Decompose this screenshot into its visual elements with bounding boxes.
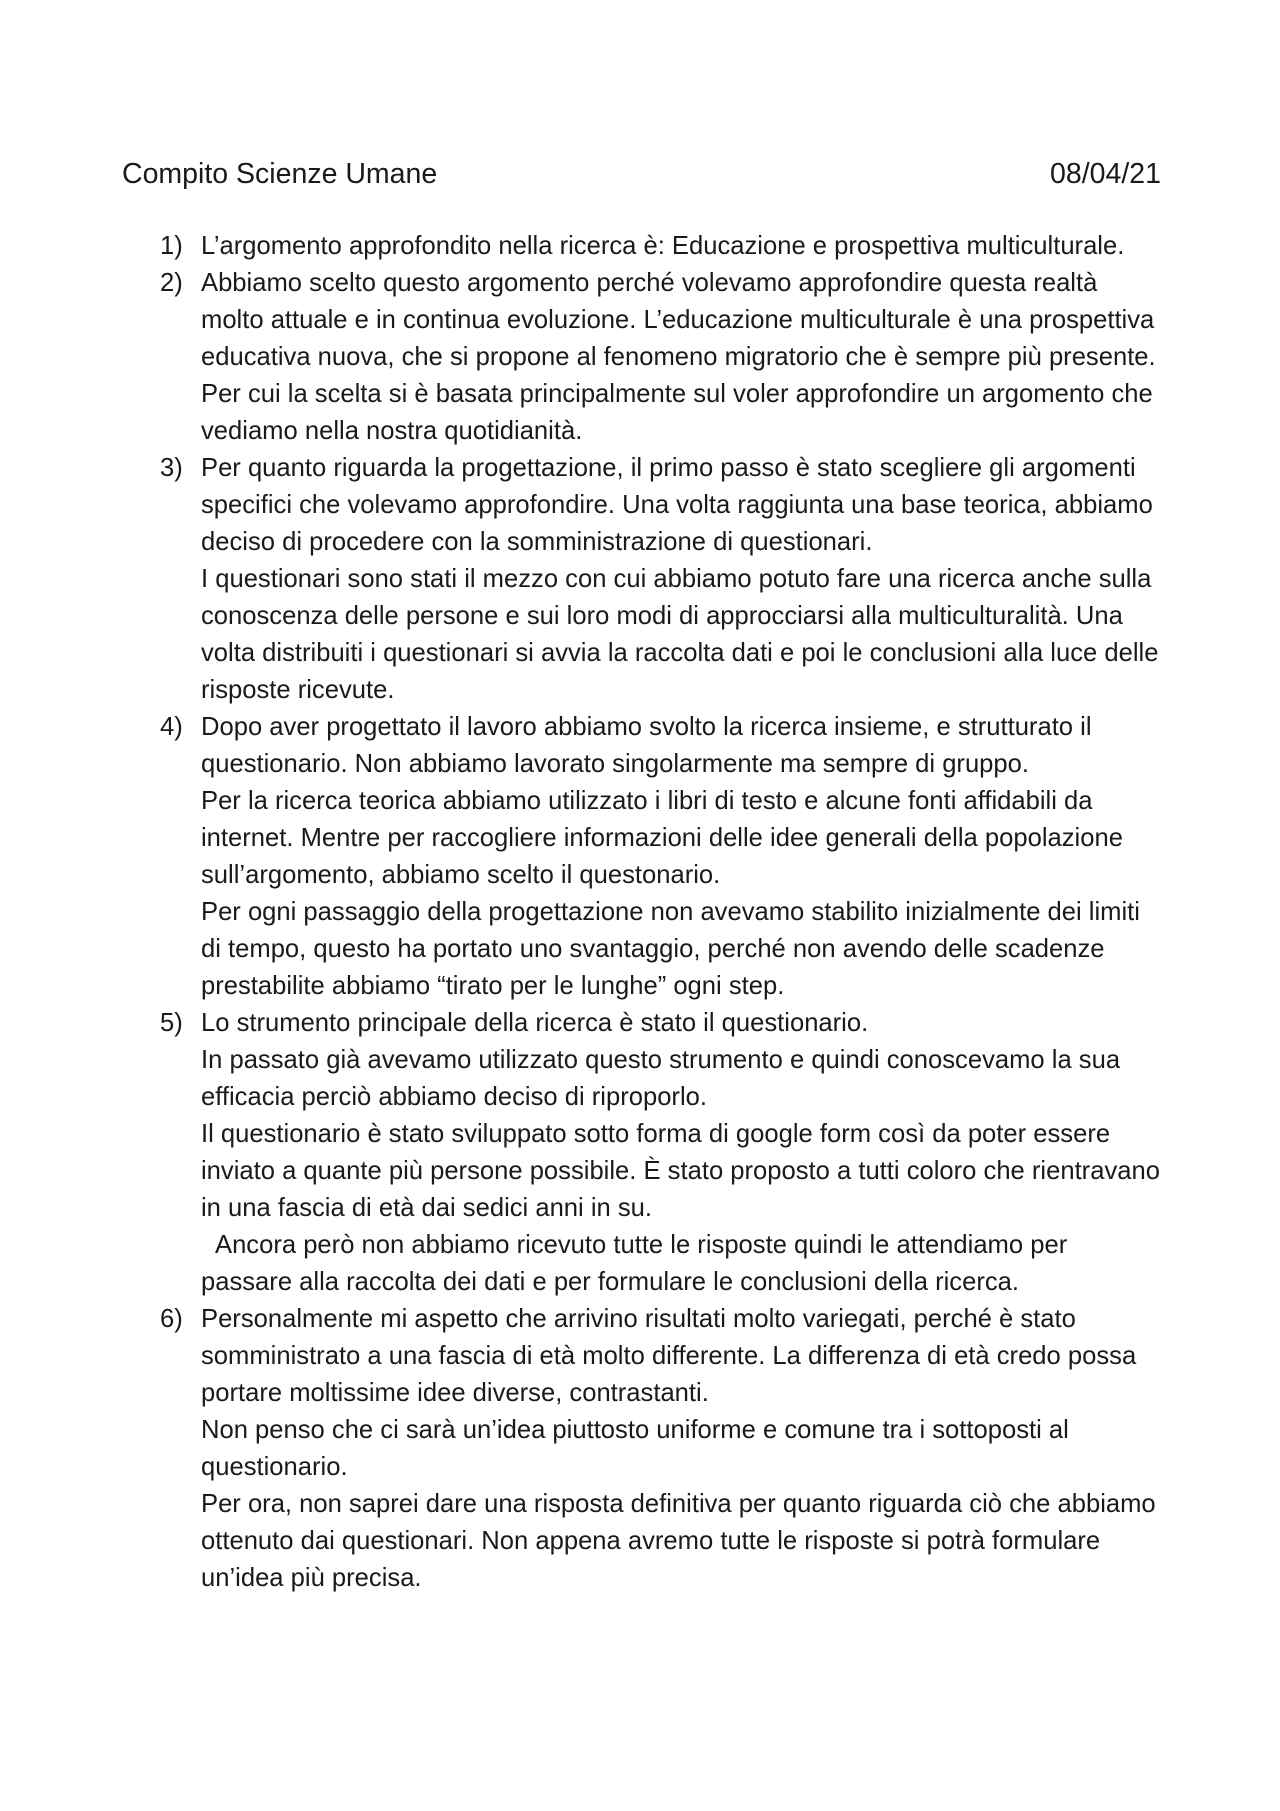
answer-paragraph: Per la ricerca teorica abbiamo utilizzato i libri di testo e alcune fonti affidabili da internet. Mentre per raccogliere informazioni delle idee generali della popolazione sull’argomento, abbiamo scelto il questonario. [201, 787, 1123, 889]
answer-item-4 [0, 709, 1161, 1005]
answer-paragraph: In passato già avevamo utilizzato questo strumento e quindi conoscevamo la sua efficacia perciò abbiamo deciso di riproporlo. [201, 1046, 1121, 1111]
answer-paragraph: I questionari sono stati il mezzo con cui abbiamo potuto fare una ricerca anche sulla conoscenza delle persone e sui loro modi di approcciarsi alla multiculturalità. Una volta distribuiti i questionari si avvia la raccolta dati e poi le conclusioni alla luce delle risposte ricevute. [201, 565, 1159, 704]
answer-list [0, 228, 1280, 1597]
answer-paragraph: Per quanto riguarda la progettazione, il primo passo è stato scegliere gli argomenti specifici che volevamo approfondire. Una volta raggiunta una base teorica, abbiamo deciso di procedere con la somministrazione di questionari. [201, 454, 1153, 556]
answer-item-5 [0, 1005, 1161, 1301]
answer-number: 3) [160, 454, 183, 482]
answer-number: 5) [160, 1009, 183, 1037]
answer-paragraph: Il questionario è stato sviluppato sotto forma di google form così da poter essere inviato a quante più persone possibile. È stato proposto a tutti coloro che rientravano in una fascia di età dai sedici anni in su. [201, 1120, 1160, 1222]
answer-paragraph: Lo strumento principale della ricerca è stato il questionario. [201, 1009, 869, 1037]
answer-paragraph: Per ora, non saprei dare una risposta definitiva per quanto riguarda ciò che abbiamo ottenuto dai questionari. Non appena avremo tutte le risposte si potrà formulare un’idea più precisa. [201, 1490, 1156, 1592]
answer-paragraph: Non penso che ci sarà un’idea piuttosto uniforme e comune tra i sottoposti al questionario. [201, 1416, 1069, 1481]
answer-item-2 [0, 265, 1161, 450]
answer-paragraph: Personalmente mi aspetto che arrivino risultati molto variegati, perché è stato somministrato a una fascia di età molto differente. La differenza di età credo possa portare moltissime idee diverse, contrastanti. [201, 1305, 1137, 1407]
answer-number: 4) [160, 713, 183, 741]
answer-number: 2) [160, 269, 183, 297]
answer-item-6 [0, 1301, 1161, 1597]
answer-number: 1) [160, 232, 183, 260]
answer-item-3 [0, 450, 1161, 709]
answer-paragraph: L’argomento approfondito nella ricerca è: Educazione e prospettiva multiculturale. [201, 232, 1125, 260]
answer-item-1 [0, 228, 1161, 265]
answer-paragraph: Per ogni passaggio della progettazione non avevamo stabilito inizialmente dei limiti di tempo, questo ha portato uno svantaggio, perché non avendo delle scadenze prestabilite abbiamo “tirato per le lunghe” ogni step. [201, 898, 1140, 1000]
answer-paragraph: Dopo aver progettato il lavoro abbiamo svolto la ricerca insieme, e strutturato il questionario. Non abbiamo lavorato singolarmente ma sempre di gruppo. [201, 713, 1092, 778]
document-title: Compito Scienze Umane [122, 158, 438, 190]
answer-paragraph: Ancora però non abbiamo ricevuto tutte le risposte quindi le attendiamo per passare alla raccolta dei dati e per formulare le conclusioni della ricerca. [201, 1231, 1068, 1296]
answer-number: 6) [160, 1305, 183, 1333]
answer-paragraph: Per cui la scelta si è basata principalmente sul voler approfondire un argomento che vediamo nella nostra quotidianità. [201, 380, 1153, 445]
document-header [122, 154, 1161, 194]
document-date: 08/04/21 [1050, 158, 1161, 190]
answer-paragraph: Abbiamo scelto questo argomento perché volevamo approfondire questa realtà molto attuale e in continua evoluzione. L’educazione multiculturale è una prospettiva educativa nuova, che si propone al fenomeno migratorio che è sempre più presente. [201, 269, 1156, 371]
